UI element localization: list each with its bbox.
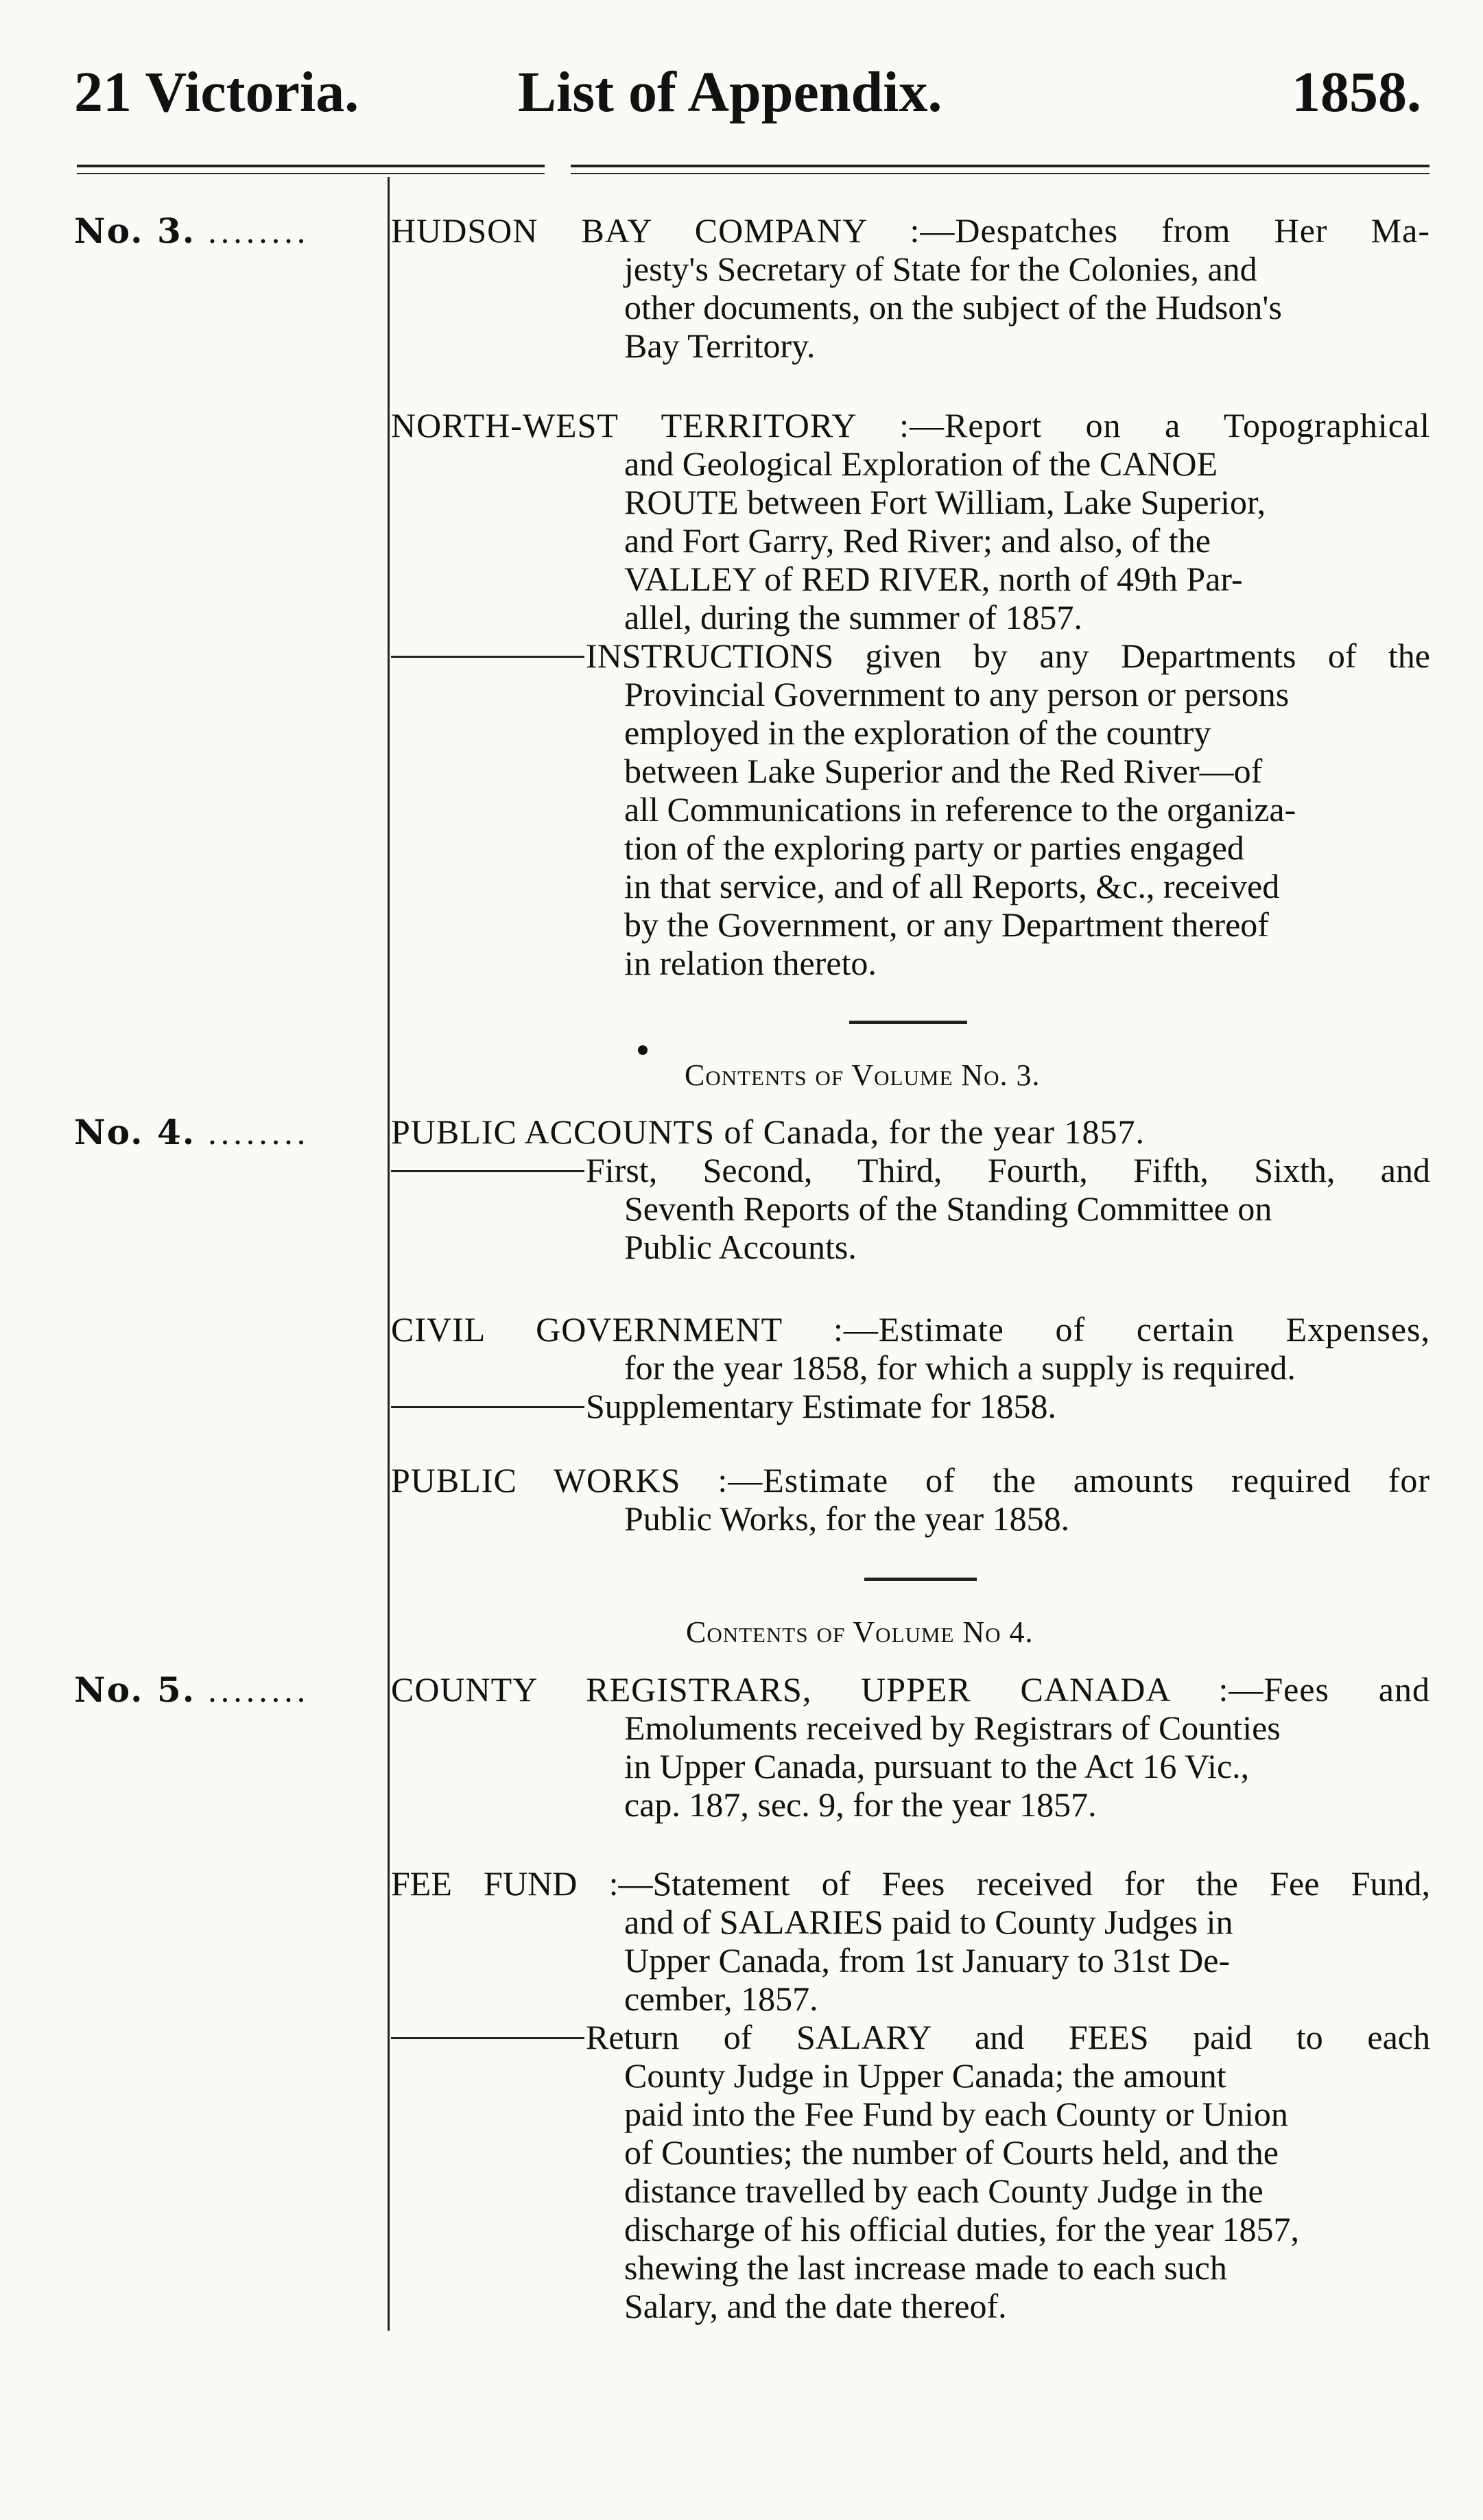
entry-heading-line	[391, 2018, 1430, 2056]
entry-text-line: other documents, on the subject of the Hudson's	[624, 288, 1282, 326]
volume-heading: Contents of Volume No 4.	[686, 1615, 1034, 1649]
entry-heading-line	[391, 1151, 1430, 1189]
entry-text-line: tion of the exploring party or parties engaged	[624, 829, 1244, 867]
entry-text-line: all Communications in reference to the organiza-	[624, 790, 1296, 829]
running-header-year: 1858.	[1292, 60, 1421, 124]
entry-text-line: for the year 1858, for which a supply is required.	[624, 1348, 1296, 1387]
section-separator-rule	[864, 1578, 977, 1581]
column-divider	[388, 177, 390, 2331]
entry-heading-line	[391, 1387, 1430, 1425]
ditto-dash	[391, 1170, 584, 1172]
entry-text-line: in Upper Canada, pursuant to the Act 16 Vic.,	[624, 1747, 1250, 1785]
entry-fee-fund	[391, 1864, 1430, 2018]
entry-text-line: between Lake Superior and the Red River—of	[624, 752, 1263, 790]
entry-text-line: and of SALARIES paid to County Judges in	[624, 1903, 1233, 1941]
entry-public-accounts	[391, 1113, 1430, 1151]
entry-heading-line: FEE FUND :—Statement of Fees received for the Fee Fund,	[391, 1864, 1430, 1903]
entry-text-line: shewing the last increase made to each such	[624, 2248, 1227, 2287]
leader-dots: ........	[208, 1113, 310, 1152]
leader-dots: ........	[208, 1671, 310, 1709]
appendix-number-3	[74, 211, 309, 251]
entry-text-line: of Counties; the number of Courts held, and the	[624, 2133, 1279, 2172]
entry-text-line: cap. 187, sec. 9, for the year 1857.	[624, 1785, 1097, 1824]
entry-text-line: by the Government, or any Department thereof	[624, 905, 1269, 944]
section-separator-rule	[849, 1021, 967, 1024]
running-header-title: List of Appendix.	[518, 60, 942, 124]
entry-heading-text: First, Second, Third, Fourth, Fifth, Sixth, and	[586, 1151, 1430, 1189]
entry-text-line: Public Accounts.	[624, 1228, 857, 1266]
entry-text-line: ROUTE between Fort William, Lake Superior,	[624, 483, 1266, 521]
entry-text-line: paid into the Fee Fund by each County or Union	[624, 2095, 1288, 2133]
entry-instructions	[391, 637, 1430, 982]
entry-salary-return	[391, 2018, 1430, 2325]
entry-text-line: Emoluments received by Registrars of Counties	[624, 1709, 1281, 1747]
entry-text-line: jesty's Secretary of State for the Colonies, and	[624, 250, 1257, 288]
entry-heading-line: CIVIL GOVERNMENT :—Estimate of certain Expenses,	[391, 1310, 1430, 1348]
entry-civil-government	[391, 1310, 1430, 1387]
entry-supplementary-estimate	[391, 1387, 1430, 1425]
entry-text-line: Salary, and the date thereof.	[624, 2287, 1007, 2325]
entry-text-line: in that service, and of all Reports, &c., received	[624, 867, 1280, 905]
entry-text-line: allel, during the summer of 1857.	[624, 598, 1082, 637]
entry-heading-line: PUBLIC ACCOUNTS of Canada, for the year 1857.	[391, 1113, 1146, 1151]
header-double-rule-left-bottom	[77, 173, 545, 174]
volume-heading: Contents of Volume No. 3.	[685, 1058, 1041, 1092]
ditto-dash	[391, 2037, 584, 2039]
appendix-number-5	[74, 1670, 309, 1710]
appendix-number-4	[74, 1113, 309, 1152]
entry-text-line: County Judge in Upper Canada; the amount	[624, 2056, 1226, 2095]
ditto-dash	[391, 656, 584, 658]
appendix-number-label: No. 5.	[74, 1669, 196, 1710]
entry-county-registrars	[391, 1670, 1430, 1824]
appendix-number-label: No. 4.	[74, 1112, 196, 1152]
entry-heading-line: COUNTY REGISTRARS, UPPER CANADA :—Fees and	[391, 1670, 1430, 1709]
entry-text-line: Bay Territory.	[624, 326, 816, 365]
entry-text-line: distance travelled by each County Judge in the	[624, 2172, 1263, 2210]
header-double-rule-right-top	[571, 165, 1429, 167]
entry-public-works	[391, 1461, 1430, 1538]
entry-heading-text: Return of SALARY and FEES paid to each	[586, 2018, 1430, 2056]
entry-text-line: and Fort Garry, Red River; and also, of the	[624, 521, 1211, 560]
entry-standing-committee-reports	[391, 1151, 1430, 1266]
entry-text-line: Upper Canada, from 1st January to 31st De-	[624, 1941, 1231, 1980]
entry-text-line: and Geological Exploration of the CANOE	[624, 444, 1218, 483]
header-double-rule-right-bottom	[571, 173, 1429, 174]
entry-heading-text: Supplementary Estimate for 1858.	[586, 1387, 1056, 1425]
bullet-mark	[638, 1045, 648, 1055]
running-header-left: 21 Victoria.	[74, 60, 359, 124]
entry-heading-line: HUDSON BAY COMPANY :—Despatches from Her Ma-	[391, 211, 1430, 250]
ditto-dash	[391, 1406, 584, 1408]
entry-heading-text: INSTRUCTIONS given by any Departments of the	[586, 637, 1430, 675]
entry-heading-line	[391, 637, 1430, 675]
appendix-number-label: No. 3.	[74, 211, 196, 251]
entry-hudson-bay-company	[391, 211, 1430, 365]
entry-text-line: VALLEY of RED RIVER, north of 49th Par-	[624, 560, 1243, 598]
entry-north-west-territory	[391, 406, 1430, 637]
entry-heading-line: NORTH-WEST TERRITORY :—Report on a Topographical	[391, 406, 1430, 444]
entry-text-line: cember, 1857.	[624, 1980, 818, 2018]
entry-text-line: Public Works, for the year 1858.	[624, 1499, 1070, 1538]
entry-text-line: in relation thereto.	[624, 944, 877, 982]
entry-heading-line: PUBLIC WORKS :—Estimate of the amounts required for	[391, 1461, 1430, 1499]
header-double-rule-left-top	[77, 165, 545, 167]
leader-dots: ........	[208, 212, 310, 250]
entry-text-line: discharge of his official duties, for the year 1857,	[624, 2210, 1299, 2248]
entry-text-line: Provincial Government to any person or persons	[624, 675, 1290, 713]
entry-text-line: Seventh Reports of the Standing Committee on	[624, 1189, 1272, 1228]
entry-text-line: employed in the exploration of the country	[624, 713, 1211, 752]
